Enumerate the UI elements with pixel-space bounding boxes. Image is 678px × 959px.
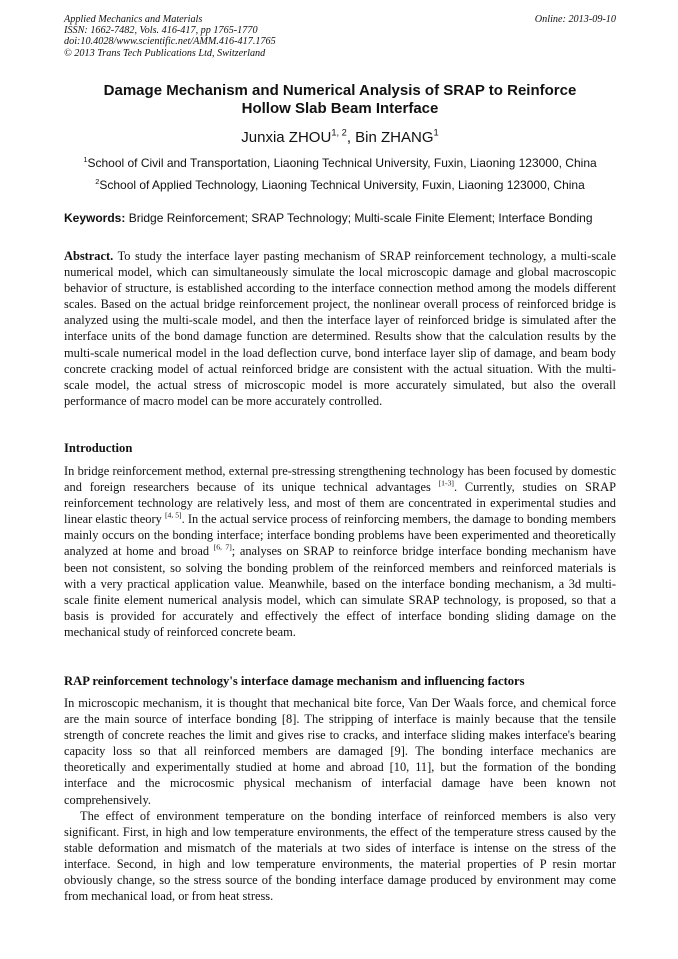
issn-line: ISSN: 1662-7482, Vols. 416-417, pp 1765-1770 [64,25,258,37]
author-separator: , [346,129,356,146]
introduction-heading: Introduction [64,441,133,455]
intro-text-1: In bridge reinforcement method, external pre-stressing strengthening technology has been focused by domestic and foreign researchers because of its unique technical advantages [64,464,616,495]
intro-citation-3: [6, 7] [213,543,232,553]
title-line-2: Hollow Slab Beam Interface [241,99,439,117]
copyright-line: © 2013 Trans Tech Publications Ltd, Switzerland [64,47,266,59]
section-2-paragraph-1: In microscopic mechanism, it is thought that mechanical bite force, Van Der Waals force, and chemical force are the main source of interface bonding [8]. The stripping of interface is mainly because that the tensile strength of concrete reaches the limit and gives rise to cracks, and interface sliding makes interface's bearing capacity loss so that all reinforced members are damaged [9]. The bonding interface mechanics are theoretically and experimentally studied at home and abroad [10, 11], but the formation of the bonding interface and the microcosmic physical mechanism of interfacial damage have been known not comprehensively. [64,696,616,807]
affiliation-2 [64,178,616,192]
journal-header [64,14,616,59]
affiliation-1-mark: 1 [83,154,88,164]
keywords-text: Bridge Reinforcement; SRAP Technology; Multi-scale Finite Element; Interface Bonding [125,211,593,225]
keywords [64,211,616,225]
intro-citation-1: [1-3] [438,478,454,488]
introduction-paragraph [64,463,616,640]
affiliation-1 [64,156,616,170]
abstract-text: To study the interface layer pasting mechanism of SRAP reinforcement technology, a multi-scale numerical model, which can simultaneously simulate the local microscopic damage and global macroscopic behavior of structure, is established according to the interface connection method among the models different scales. Based on the actual bridge reinforcement project, the nonlinear overall process of reinforced bridge is analyzed using the multi-scale model, and then the interface layer of reinforced bridge is simulated after the interface units of the bond damage function are determined. Results show that the calculation results by the multi-scale numerical model in the load deflection curve, bond interface layer slip of damage, and beam body concrete cracking model of actual reinforced bridge are consistent with the actual situation. With the multi-scale model, the actual stress of microscopic model is more accurately simulated, but also the overall performance of macro model can be more accurately controlled. [64,249,616,408]
paper-title [64,82,616,117]
affiliation-1-text: School of Civil and Transportation, Liaoning Technical University, Fuxin, Liaoning 123000, China [87,156,597,170]
doi-line: doi:10.4028/www.scientific.net/AMM.416-417.1765 [64,36,276,48]
abstract [64,248,616,409]
intro-text-2: . Currently, studies on SRAP reinforcement technology are relatively less, and most of them are concentrated in experimental studies and linear elastic theory [64,480,616,527]
author-1-affiliation-mark: 1, 2 [331,127,347,138]
author-list [64,129,616,147]
author-2-name: Bin ZHANG [355,129,434,146]
journal-name: Applied Mechanics and Materials [64,14,203,25]
title-line-1: Damage Mechanism and Numerical Analysis of SRAP to Reinforce [103,82,577,99]
affiliation-2-mark: 2 [95,176,100,186]
affiliation-2-text: School of Applied Technology, Liaoning Technical University, Fuxin, Liaoning 123000, China [99,178,585,192]
intro-text-3: . In the actual service process of reinforcing members, the damage to bonding members mainly occurs on the bonding interface; interface bonding problems have been experimented and theoretically analyzed at home and broad [64,512,617,559]
section-2-paragraph-2: The effect of environment temperature on the bonding interface of reinforced members is also very significant. First, in high and low temperature environments, the effect of the temperature stress caused by the stable deformation and mismatch of the materials at two sides of interface is intense on the stress of the interface. Second, in high and low temperature environments, the material properties of P resin mortar obviously change, so the stress source of the bonding interface damage produced by environment may come from mechanical load, or from heat stress. [64,809,616,904]
online-date: Online: 2013-09-10 [534,14,616,25]
abstract-label: Abstract. [64,249,114,263]
author-1-name: Junxia ZHOU [241,129,332,146]
author-2-affiliation-mark: 1 [433,127,439,138]
intro-citation-2: [4, 5] [164,510,182,520]
section-2-heading: RAP reinforcement technology's interface damage mechanism and influencing factors [64,674,525,688]
intro-text-4: ; analyses on SRAP to reinforce bridge interface bonding mechanism have been not consistent, so solving the bonding problem of the reinforced members and reinforced materials is with a very practical application value. Meanwhile, based on the interface bonding mechanism, a 3d multi-scale finite element numerical analysis model, which can simulate SRAP technology, is proposed, so that a basis is provided for accurately and effectively the effect of interface bonding sliding damage on the mechanical study of reinforced concrete beam. [64,544,617,639]
keywords-label: Keywords: [64,211,126,225]
